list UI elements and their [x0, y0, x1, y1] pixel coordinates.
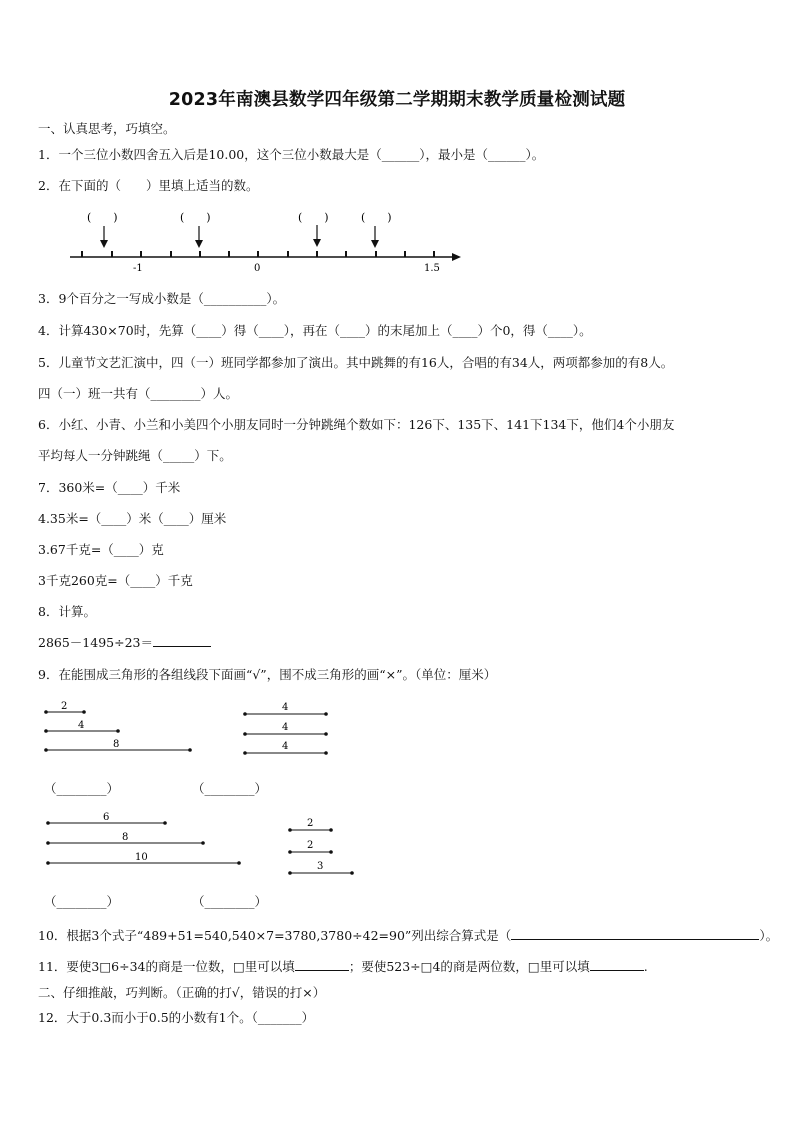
segment-group-3: [46, 812, 241, 865]
group-4-answer: （________）: [192, 894, 268, 909]
segment-group-4: [288, 818, 354, 875]
question-11-part-b: ；要使523÷□4的商是两位数，□里可以填: [348, 959, 590, 974]
number-line-blank-1: ( ): [87, 211, 118, 224]
question-10-end: ）。: [759, 928, 779, 943]
number-line-blank-3: ( ): [298, 211, 329, 224]
segment-label: 10: [135, 852, 148, 863]
question-7-b: 4.35米=（____）米（____）厘米: [38, 511, 227, 526]
question-5-line-2: 四（一）班一共有（________）人。: [38, 386, 239, 401]
question-8: 8．计算。: [38, 604, 96, 619]
segment-label: 2: [307, 818, 314, 829]
question-9: 9．在能围成三角形的各组线段下面画“√”，围不成三角形的画“×”。（单位：厘米）: [38, 667, 497, 682]
group-1-answer: （________）: [44, 781, 120, 796]
segment-group-2: [243, 702, 328, 755]
answer-blank: [295, 958, 349, 971]
segment-label: 4: [78, 720, 85, 731]
page-title: 2023年南澳县数学四年级第二学期期末教学质量检测试题: [168, 90, 626, 110]
question-10: [38, 927, 778, 945]
expression-text: 2865－1495÷23＝: [38, 635, 154, 650]
segment-label: 2: [61, 701, 68, 712]
question-11-part-a: 11．要使3□6÷34的商是一位数，□里可以填: [38, 959, 295, 974]
question-2: 2．在下面的（ ）里填上适当的数。: [38, 178, 259, 193]
segment-label: 4: [282, 722, 289, 733]
segment-label: 2: [307, 840, 314, 851]
answer-blank: [511, 927, 759, 940]
number-line-blank-4: ( ): [361, 211, 392, 224]
section-heading-judge: 二、仔细推敲，巧判断。（正确的打√，错误的打×）: [38, 985, 326, 1000]
tick-label-1-5: 1.5: [424, 263, 440, 274]
number-line-blank-2: ( ): [180, 211, 211, 224]
segment-label: 8: [122, 832, 129, 843]
question-11: [38, 958, 648, 976]
question-5-line-1: 5．儿童节文艺汇演中，四（一）班同学都参加了演出。其中跳舞的有16人，合唱的有34人，两项都参加的有8人。: [38, 355, 674, 370]
question-1: 1．一个三位小数四舍五入后是10.00，这个三位小数最大是（______），最小是（______）。: [38, 147, 545, 162]
answer-blank: [590, 958, 644, 971]
question-12: 12．大于0.3而小于0.5的小数有1个。（_______）: [38, 1010, 315, 1025]
question-11-end: .: [643, 959, 648, 974]
question-6-line-1: 6．小红、小青、小兰和小美四个小朋友同时一分钟跳绳个数如下：126下、135下、141下134下，他们4个小朋友: [38, 417, 675, 432]
segment-label: 8: [113, 739, 120, 750]
question-6-line-2: 平均每人一分钟跳绳（_____）下。: [38, 448, 232, 463]
question-3: 3．9个百分之一写成小数是（__________）。: [38, 291, 286, 306]
question-7-a: 7．360米=（____）千米: [38, 480, 181, 495]
tick-label-neg1: -1: [133, 263, 143, 274]
segment-label: 4: [282, 741, 289, 752]
question-7-d: 3千克260克=（____）千克: [38, 573, 193, 588]
section-heading-fill: 一、认真思考，巧填空。: [38, 121, 176, 136]
question-7-c: 3.67千克=（____）克: [38, 542, 164, 557]
question-10-text: 10．根据3个式子“489+51=540,540×7=3780,3780÷42=90”列出综合算式是（: [38, 928, 512, 943]
segment-label: 6: [103, 812, 110, 823]
segment-label: 3: [317, 861, 324, 872]
question-4: 4．计算430×70时，先算（____）得（____），再在（____）的末尾加上（____）个0，得（____）。: [38, 323, 592, 338]
group-3-answer: （________）: [44, 894, 120, 909]
group-2-answer: （________）: [192, 781, 268, 796]
segment-label: 4: [282, 702, 289, 713]
segment-group-1: [44, 701, 192, 752]
tick-label-0: 0: [254, 263, 261, 274]
